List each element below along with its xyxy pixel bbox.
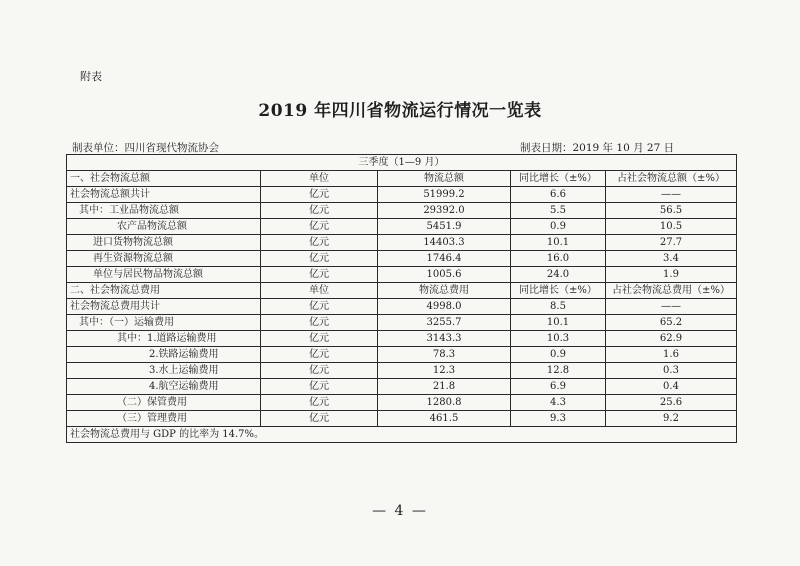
row-name: 单位与居民物品物流总额	[67, 267, 261, 283]
header-share: 占社会物流总费用（±%）	[606, 283, 737, 299]
row-unit: 亿元	[261, 203, 378, 219]
row-unit: 亿元	[261, 251, 378, 267]
header-unit: 单位	[261, 283, 378, 299]
table-row	[67, 411, 737, 427]
row-growth: 9.3	[511, 411, 606, 427]
row-name: 农产品物流总额	[67, 219, 261, 235]
section1-header-row	[67, 171, 737, 187]
row-value: 12.3	[378, 363, 511, 379]
row-growth: 12.8	[511, 363, 606, 379]
row-value: 1280.8	[378, 395, 511, 411]
header-unit: 单位	[261, 171, 378, 187]
row-share: 27.7	[606, 235, 737, 251]
row-name: 再生资源物流总额	[67, 251, 261, 267]
row-name: 3.水上运输费用	[67, 363, 261, 379]
row-value: 3143.3	[378, 331, 511, 347]
row-name: 其中：1.道路运输费用	[67, 331, 261, 347]
row-growth: 10.1	[511, 235, 606, 251]
row-name: （二）保管费用	[67, 395, 261, 411]
row-growth: 4.3	[511, 395, 606, 411]
appendix-label: 附表	[80, 70, 102, 83]
table-row	[67, 379, 737, 395]
row-growth: 6.6	[511, 187, 606, 203]
header-growth: 同比增长（±%）	[511, 171, 606, 187]
section1-title: 一、社会物流总额	[67, 171, 261, 187]
table-row	[67, 347, 737, 363]
row-share: ——	[606, 299, 737, 315]
row-value: 14403.3	[378, 235, 511, 251]
row-name: 进口货物物流总额	[67, 235, 261, 251]
section2-title: 二、社会物流总费用	[67, 283, 261, 299]
row-share: 9.2	[606, 411, 737, 427]
row-growth: 5.5	[511, 203, 606, 219]
row-unit: 亿元	[261, 299, 378, 315]
row-unit: 亿元	[261, 331, 378, 347]
row-value: 5451.9	[378, 219, 511, 235]
row-name: 社会物流总额共计	[67, 187, 261, 203]
row-share: ——	[606, 187, 737, 203]
row-value: 4998.0	[378, 299, 511, 315]
row-value: 461.5	[378, 411, 511, 427]
row-unit: 亿元	[261, 411, 378, 427]
compiler-label: 制表单位：四川省现代物流协会	[72, 142, 219, 154]
table-row	[67, 203, 737, 219]
row-name: 其中：工业品物流总额	[67, 203, 261, 219]
row-share: 56.5	[606, 203, 737, 219]
table-row	[67, 187, 737, 203]
row-growth: 10.1	[511, 315, 606, 331]
row-unit: 亿元	[261, 347, 378, 363]
row-growth: 24.0	[511, 267, 606, 283]
row-share: 65.2	[606, 315, 737, 331]
table-row	[67, 235, 737, 251]
gdp-ratio-note: 社会物流总费用与 GDP 的比率为 14.7%。	[67, 427, 737, 443]
row-share: 25.6	[606, 395, 737, 411]
row-unit: 亿元	[261, 219, 378, 235]
section2-header-row	[67, 283, 737, 299]
row-share: 62.9	[606, 331, 737, 347]
page-title: 2019 年四川省物流运行情况一览表	[258, 101, 542, 121]
logistics-table	[66, 154, 737, 443]
table-row	[67, 363, 737, 379]
row-value: 3255.7	[378, 315, 511, 331]
row-share: 3.4	[606, 251, 737, 267]
note-row	[67, 427, 737, 443]
header-growth: 同比增长（±%）	[511, 283, 606, 299]
row-name: 4.航空运输费用	[67, 379, 261, 395]
row-unit: 亿元	[261, 187, 378, 203]
row-unit: 亿元	[261, 235, 378, 251]
row-share: 1.9	[606, 267, 737, 283]
row-share: 0.4	[606, 379, 737, 395]
row-unit: 亿元	[261, 267, 378, 283]
row-unit: 亿元	[261, 315, 378, 331]
table-row	[67, 219, 737, 235]
row-growth: 8.5	[511, 299, 606, 315]
period-cell: 三季度（1—9 月）	[67, 155, 737, 171]
row-value: 29392.0	[378, 203, 511, 219]
table-row	[67, 315, 737, 331]
row-name: 社会物流总费用共计	[67, 299, 261, 315]
row-growth: 0.9	[511, 347, 606, 363]
table-row	[67, 267, 737, 283]
row-growth: 16.0	[511, 251, 606, 267]
header-value: 物流总额	[378, 171, 511, 187]
table-row	[67, 395, 737, 411]
row-value: 78.3	[378, 347, 511, 363]
row-name: （三）管理费用	[67, 411, 261, 427]
table-row	[67, 251, 737, 267]
table-row	[67, 331, 737, 347]
row-share: 1.6	[606, 347, 737, 363]
row-name: 其中：（一）运输费用	[67, 315, 261, 331]
row-value: 51999.2	[378, 187, 511, 203]
page-number: — 4 —	[372, 503, 428, 519]
row-unit: 亿元	[261, 379, 378, 395]
row-value: 1746.4	[378, 251, 511, 267]
row-unit: 亿元	[261, 395, 378, 411]
date-label: 制表日期：2019 年 10 月 27 日	[520, 142, 675, 154]
row-value: 21.8	[378, 379, 511, 395]
row-share: 10.5	[606, 219, 737, 235]
row-share: 0.3	[606, 363, 737, 379]
row-growth: 10.3	[511, 331, 606, 347]
row-growth: 0.9	[511, 219, 606, 235]
row-value: 1005.6	[378, 267, 511, 283]
table-row	[67, 299, 737, 315]
row-unit: 亿元	[261, 363, 378, 379]
row-name: 2.铁路运输费用	[67, 347, 261, 363]
row-growth: 6.9	[511, 379, 606, 395]
header-value: 物流总费用	[378, 283, 511, 299]
period-row	[67, 155, 737, 171]
header-share: 占社会物流总额（±%）	[606, 171, 737, 187]
